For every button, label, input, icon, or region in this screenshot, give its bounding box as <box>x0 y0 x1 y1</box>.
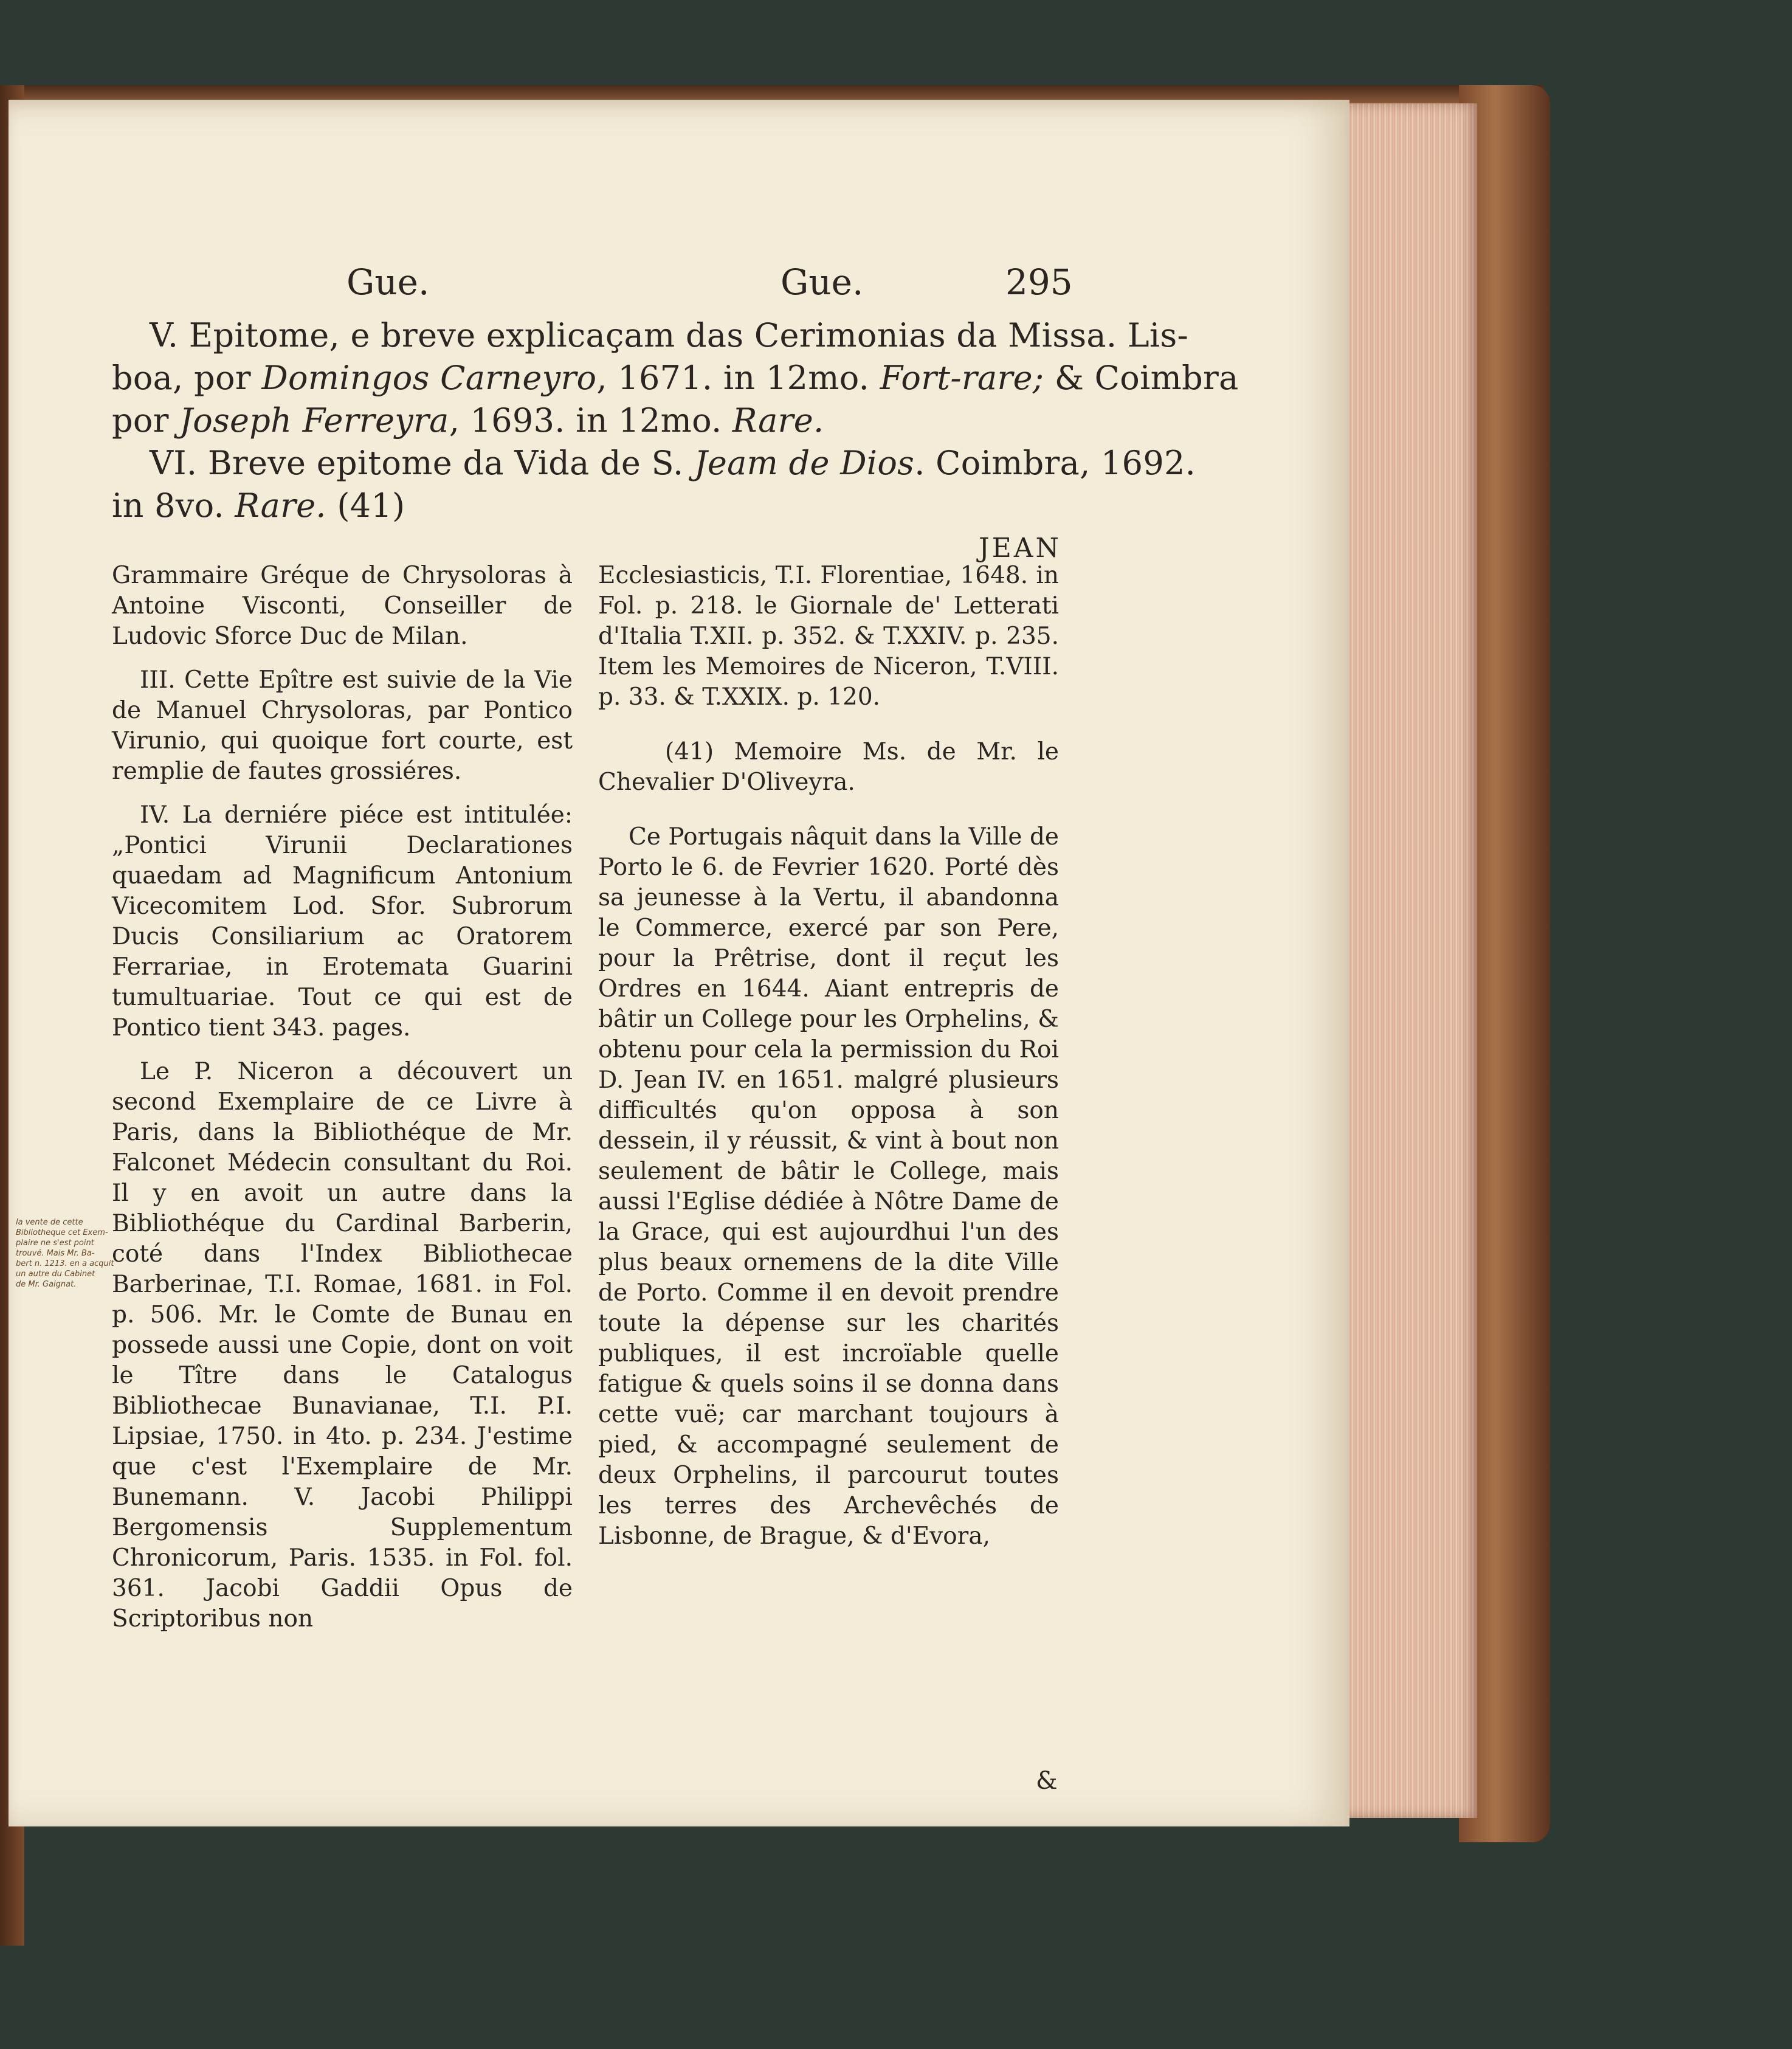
left-paragraph-3: IV. La derniére piéce est intitulée: „Pontici Virunii Declarationes quaedam ad Magnificum Antonium Vicecomitem Lod. Sfor. Subrorum Ducis Consiliarium ac Oratorem Ferrariae, in Erotemata Guarini tumultuariae. Tout ce qui est de Pontico tient 343. pages. <box>112 801 573 1042</box>
page-edges <box>1343 103 1477 1818</box>
page-number: 295 <box>1005 261 1073 303</box>
note-line: un autre du Cabinet <box>16 1270 95 1279</box>
running-head-right: Gue. <box>781 261 864 303</box>
entry-v-line2: boa, por Domingos Carneyro, 1671. in 12mo. Fort-rare; & Coimbra <box>112 359 1239 397</box>
entry-v-line1: V. Epitome, e breve explicaçam das Cerimonias da Missa. Lis- <box>150 316 1189 354</box>
running-head-left: Gue. <box>346 261 430 303</box>
note-line: bert n. 1213. en a acquit <box>16 1259 114 1268</box>
note-line: la vente de cette <box>16 1218 83 1227</box>
handwritten-margin-note <box>16 1217 114 1290</box>
book-page <box>9 100 1349 1826</box>
note-line: de Mr. Gaignat. <box>16 1280 77 1289</box>
right-paragraph-3: Ce Portugais nâquit dans la Ville de Porto le 6. de Fevrier 1620. Porté dès sa jeunesse à la Vertu, il abandonna le Commerce, exercé par son Pere, pour la Prêtrise, dont il reçut les Ordres en 1644. Aiant entrepris de bâtir un College pour les Orphelins, & obtenu pour cela la permission du Roi D. Jean IV. en 1651. malgré plusieurs difficultés qu'on opposa à son dessein, il y réussit, & vint à bout non seulement de bâtir le College, mais aussi l'Eglise dédiée à Nôtre Dame de la Grace, qui est aujourdhui l'un des plus beaux ornemens de la dite Ville de Porto. Comme il en devoit prendre toute la dépense sur les charités publiques, il est incroïable quelle fatigue & quels soins il se donna dans cette vuë; car marchant toujours à pied, & accompagné seulement de deux Orphelins, il parcourut toutes les terres des Archevêchés de Lisbonne, de Brague, & d'Evora, <box>598 823 1059 1550</box>
right-paragraph-1: Ecclesiasticis, T.I. Florentiae, 1648. in Fol. p. 218. le Giornale de' Letterati d'Italia T.XII. p. 352. & T.XXIV. p. 235. Item les Memoires de Niceron, T.VIII. p. 33. & T.XXIX. p. 120. <box>598 562 1059 711</box>
entry-vi-line2: in 8vo. Rare. (41) <box>112 486 405 525</box>
left-paragraph-4: Le P. Niceron a découvert un second Exemplaire de ce Livre à Paris, dans la Bibliothéque de Mr. Falconet Médecin consultant du Roi. Il y en avoit un autre dans la Bibliothéque du Cardinal Barberin, coté dans l'Index Bibliothecae Barberinae, T.I. Romae, 1681. in Fol. p. 506. Mr. le Comte de Bunau en possede aussi une Copie, dont on voit le Tître dans le Catalogus Bibliothecae Bunavianae, T.I. P.I. Lipsiae, 1750. in 4to. p. 234. J'estime que c'est l'Exemplaire de Mr. Bunemann. V. Jacobi Philippi Bergomensis Supplementum Chronicorum, Paris. 1535. in Fol. fol. 361. Jacobi Gaddii Opus de Scriptoribus non <box>112 1058 573 1633</box>
footnote-41: (41) Memoire Ms. de Mr. le Chevalier D'Oliveyra. <box>598 738 1059 796</box>
catchword-bottom: & <box>1036 1767 1058 1795</box>
note-line: trouvé. Mais Mr. Ba- <box>16 1249 95 1258</box>
note-line: plaire ne s'est point <box>16 1239 94 1248</box>
entry-v-line3: por Joseph Ferreyra, 1693. in 12mo. Rare. <box>112 401 824 440</box>
left-column <box>112 561 573 1648</box>
catchword-top: JEAN <box>979 533 1062 564</box>
right-column <box>598 561 1059 1565</box>
entry-vi-line1: VI. Breve epitome da Vida de S. Jeam de Dios. Coimbra, 1692. <box>150 444 1196 482</box>
left-paragraph-1: Grammaire Gréque de Chrysoloras à Antoine Visconti, Conseiller de Ludovic Sforce Duc de Milan. <box>112 562 573 650</box>
left-paragraph-2: III. Cette Epître est suivie de la Vie de Manuel Chrysoloras, par Pontico Virunio, qui quoique fort courte, est remplie de fautes grossiéres. <box>112 666 573 785</box>
note-line: Bibliotheque cet Exem- <box>16 1228 108 1237</box>
